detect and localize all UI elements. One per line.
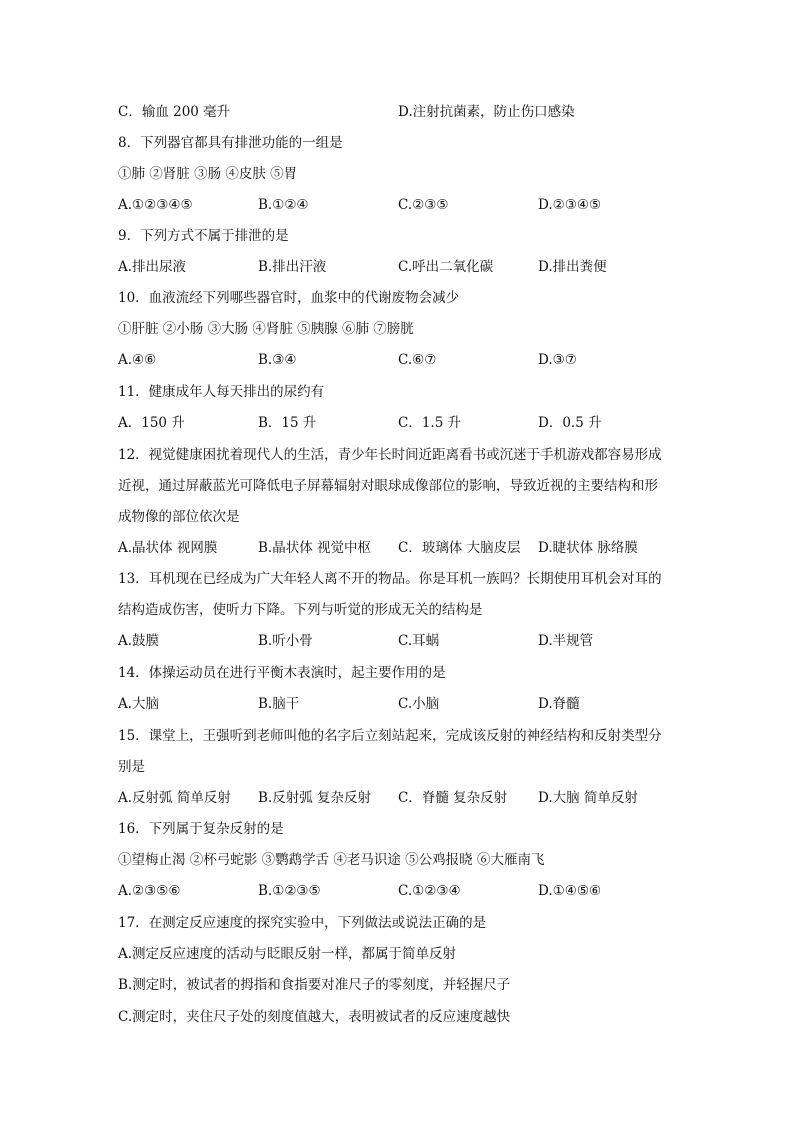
option-a: A.晶状体 视网膜 [118, 540, 218, 556]
question-stem: 11．健康成年人每天排出的尿约有 [118, 384, 325, 400]
option-a: A.④⑥ [118, 352, 157, 368]
option-b: B．15 升 [258, 415, 317, 431]
option-b: B.③④ [258, 352, 297, 368]
option-c: C.呼出二氧化碳 [398, 259, 494, 275]
question-stem: 10．血液流经下列哪些器官时，血浆中的代谢废物会减少 [118, 290, 460, 306]
question-items: ①望梅止渴 ②杯弓蛇影 ③鹦鹉学舌 ④老马识途 ⑤公鸡报晓 ⑥大雁南飞 [118, 852, 545, 868]
question-stem-line: 12．视觉健康困扰着现代人的生活，青少年长时间近距离看书或沉迷于手机游戏都容易形成 [118, 447, 662, 463]
question-stem-line: 15．课堂上，王强听到老师叫他的名字后立刻站起来，完成该反射的神经结构和反射类型分 [118, 728, 662, 744]
option-c: C.耳蜗 [398, 633, 440, 649]
option-b: B.排出汗液 [258, 259, 327, 275]
option-a: A.排出尿液 [118, 259, 187, 275]
option-b: B.反射弧 复杂反射 [258, 790, 372, 806]
question-stem-line: 近视，通过屏蔽蓝光可降低电子屏幕辐射对眼球成像部位的影响，导致近视的主要结构和形 [118, 478, 658, 494]
option-b: B.听小骨 [258, 633, 313, 649]
option-a: A．150 升 [118, 415, 185, 431]
option-c: C.小脑 [398, 696, 440, 712]
option-d: D.大脑 简单反射 [538, 790, 638, 806]
option-a: A.测定反应速度的活动与眨眼反射一样，都属于简单反射 [118, 946, 457, 962]
question-stem-line: 结构造成伤害，使听力下降。下列与听觉的形成无关的结构是 [118, 602, 483, 618]
option-b: B.①②③⑤ [258, 883, 321, 899]
option-c: C.⑥⑦ [398, 352, 437, 368]
question-stem: 8．下列器官都具有排泄功能的一组是 [118, 135, 343, 151]
option-c: C．玻璃体 大脑皮层 [398, 540, 521, 556]
option-d: D.①④⑤⑥ [538, 883, 602, 899]
option-c: C．输血 200 毫升 [118, 104, 231, 120]
option-b: B.测定时，被试者的拇指和食指要对准尺子的零刻度，并轻握尺子 [118, 977, 511, 993]
option-c: C.②③⑤ [398, 197, 449, 213]
option-b: B.脑干 [258, 696, 300, 712]
question-stem: 16．下列属于复杂反射的是 [118, 821, 284, 837]
option-a: A.大脑 [118, 696, 160, 712]
option-c: C.①②③④ [398, 883, 461, 899]
option-b: B.①②④ [258, 197, 309, 213]
question-items: ①肺 ②肾脏 ③肠 ④皮肤 ⑤胃 [118, 166, 298, 182]
option-d: D.③⑦ [538, 352, 577, 368]
option-c: C．脊髓 复杂反射 [398, 790, 508, 806]
question-stem: 17．在测定反应速度的探究实验中，下列做法或说法正确的是 [118, 915, 487, 931]
option-a: A.②③⑤⑥ [118, 883, 181, 899]
question-stem: 14．体操运动员在进行平衡木表演时，起主要作用的是 [118, 665, 446, 681]
question-stem-line: 13．耳机现在已经成为广大年轻人离不开的物品。你是耳机一族吗？长期使用耳机会对耳的 [118, 571, 662, 587]
option-d: D.半规管 [538, 633, 594, 649]
question-stem-line: 成物像的部位依次是 [118, 509, 240, 525]
option-a: A.鼓膜 [118, 633, 160, 649]
option-d: D.排出粪便 [538, 259, 607, 275]
question-stem: 9．下列方式不属于排泄的是 [118, 228, 289, 244]
option-d: D．0.5 升 [538, 415, 602, 431]
option-c: C．1.5 升 [398, 415, 462, 431]
option-c: C.测定时，夹住尺子处的刻度值越大，表明被试者的反应速度越快 [118, 1009, 511, 1025]
option-d: D.睫状体 脉络膜 [538, 540, 638, 556]
option-d: D.脊髓 [538, 696, 580, 712]
question-items: ①肝脏 ②小肠 ③大肠 ④肾脏 ⑤胰腺 ⑥肺 ⑦膀胱 [118, 321, 414, 337]
question-stem-line: 别是 [118, 759, 145, 775]
option-b: B.晶状体 视觉中枢 [258, 540, 372, 556]
option-a: A.反射弧 简单反射 [118, 790, 231, 806]
option-d: D.注射抗菌素，防止伤口感染 [398, 104, 575, 120]
option-a: A.①②③④⑤ [118, 197, 193, 213]
option-d: D.②③④⑤ [538, 197, 602, 213]
